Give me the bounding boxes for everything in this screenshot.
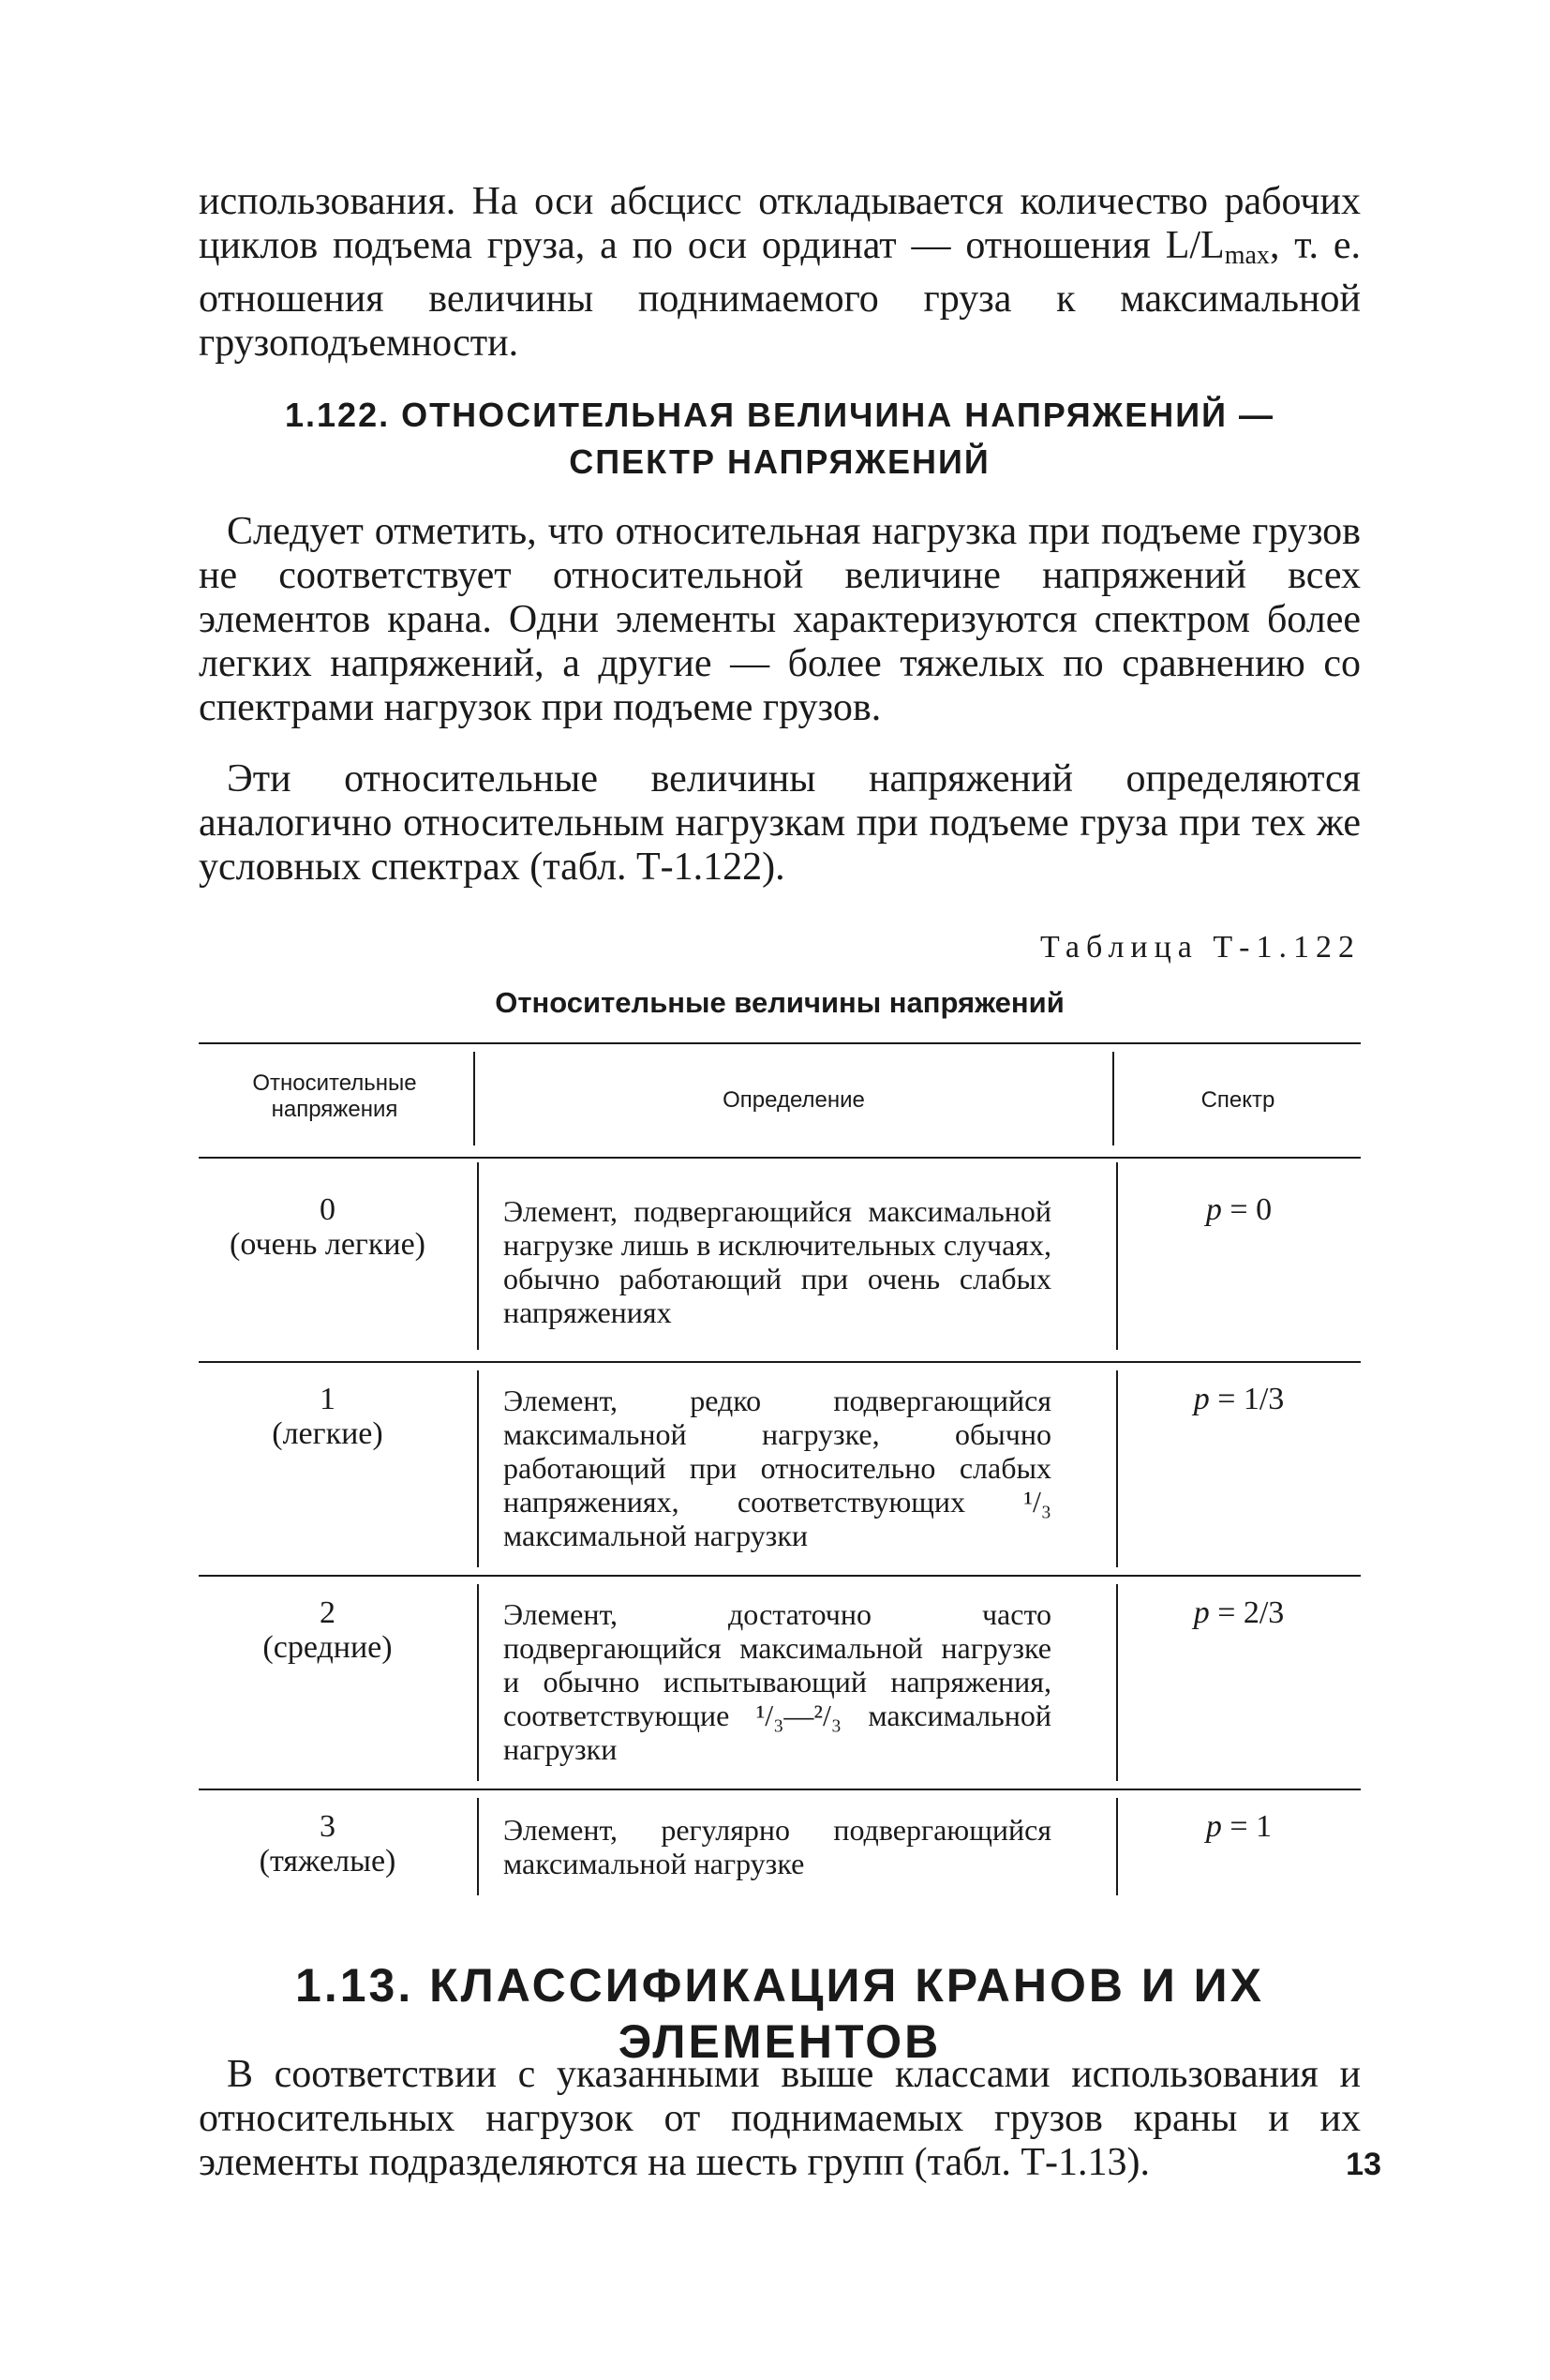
intro-text-b: , т. е. отношения величины поднимаемого груза к максимальной грузоподъемности. (199, 224, 1361, 365)
table-row-spectrum (1117, 1382, 1361, 1416)
spectrum-symbol: p (1193, 1595, 1210, 1630)
spectrum-symbol: p (1193, 1382, 1210, 1416)
stress-category: (тяжелые) (259, 1844, 396, 1879)
row-divider (477, 1798, 479, 1895)
header-stress-line-1: Относительные (252, 1070, 417, 1096)
spectrum-symbol: p (1205, 1192, 1222, 1227)
stress-level: 3 (320, 1809, 335, 1844)
row-divider (477, 1162, 479, 1350)
table-row-stress (199, 1382, 456, 1451)
section-heading-line-1: 1.122. ОТНОСИТЕЛЬНАЯ ВЕЛИЧИНА НАПРЯЖЕНИЙ — (285, 396, 1274, 434)
intro-paragraph (199, 180, 1361, 366)
stress-level: 2 (320, 1595, 335, 1630)
table-top-rule (199, 1042, 1361, 1044)
intro-text-a: использования. На оси абсцисс откладывается количество рабочих циклов подъема груза, а по оси ординат — отношения L/L (199, 180, 1361, 267)
table-title: Относительные величины напряжений (495, 986, 1065, 1019)
stress-level: 1 (320, 1382, 335, 1416)
table-row-stress (199, 1595, 456, 1665)
table-row-definition: Элемент, подвергающийся максимальной нагрузке лишь в исключительных случаях, обычно работающий при очень слабых напряжениях (503, 1194, 1051, 1329)
table-label: Таблица Т-1.122 (1039, 930, 1361, 965)
row-rule (199, 1789, 1361, 1790)
row-divider (1116, 1162, 1118, 1350)
header-definition: Определение (723, 1087, 865, 1113)
row-rule (199, 1575, 1361, 1577)
section-heading-line-2: СПЕКТР НАПРЯЖЕНИЙ (569, 442, 991, 481)
page-number: 13 (1346, 2147, 1381, 2182)
spectrum-symbol: p (1205, 1809, 1222, 1844)
header-stress (199, 1070, 470, 1123)
stress-category: (легкие) (272, 1416, 383, 1451)
row-divider (477, 1584, 479, 1781)
table-row-spectrum (1117, 1192, 1361, 1227)
table-row-spectrum (1117, 1595, 1361, 1630)
section-heading-1-13: 1.13. КЛАССИФИКАЦИЯ КРАНОВ И ИХ ЭЛЕМЕНТОВ (295, 1959, 1264, 2068)
spectrum-value: = 0 (1230, 1192, 1273, 1227)
table-row-definition: Элемент, достаточно часто подвергающийся максимальной нагрузке и обычно испытывающий напряжения, соответствующие ¹/₃—²/₃ максимальной нагрузки (503, 1597, 1051, 1766)
table-row-definition: Элемент, регулярно подвергающийся максимальной нагрузке (503, 1813, 1051, 1880)
table-row-stress (199, 1192, 456, 1262)
paragraph-classification: В соответствии с указанными выше классами использования и относительных нагрузок от поднимаемых грузов краны и их элементы подразделяются на шесть групп (табл. Т-1.13). (199, 2053, 1361, 2184)
intro-subscript: max (1224, 241, 1270, 270)
header-spectrum: Спектр (1200, 1087, 1275, 1113)
header-bottom-rule (199, 1157, 1361, 1159)
section-heading-1-122 (199, 392, 1361, 486)
stress-level: 0 (320, 1192, 335, 1227)
table-row-spectrum (1117, 1809, 1361, 1844)
header-stress-line-2: напряжения (271, 1097, 398, 1122)
row-divider (477, 1370, 479, 1567)
header-divider (473, 1052, 475, 1145)
table-row-stress (199, 1809, 456, 1879)
stress-category: (средние) (262, 1630, 393, 1665)
spectrum-value: = 1/3 (1217, 1382, 1285, 1416)
stress-category: (очень легкие) (230, 1227, 425, 1262)
table-row-definition: Элемент, редко подвергающийся максимальной нагрузке, обычно работающий при относительно слабых напряжениях, соответствующих ¹/₃ максимальной нагрузки (503, 1384, 1051, 1552)
header-divider (1112, 1052, 1114, 1145)
row-rule (199, 1361, 1361, 1363)
paragraph-relative-stress: Эти относительные величины напряжений определяются аналогично относительным нагрузкам при подъеме груза при тех же условных спектрах (табл. Т-1.122). (199, 757, 1361, 889)
spectrum-value: = 1 (1230, 1809, 1273, 1844)
spectrum-value: = 2/3 (1217, 1595, 1285, 1630)
paragraph-relative-load: Следует отметить, что относительная нагрузка при подъеме грузов не соответствует относительной величине напряжений всех элементов крана. Одни элементы характеризуются спектром более легких напряжений, а другие — более тяжелых по сравнению со спектрами нагрузок при подъеме грузов. (199, 510, 1361, 729)
